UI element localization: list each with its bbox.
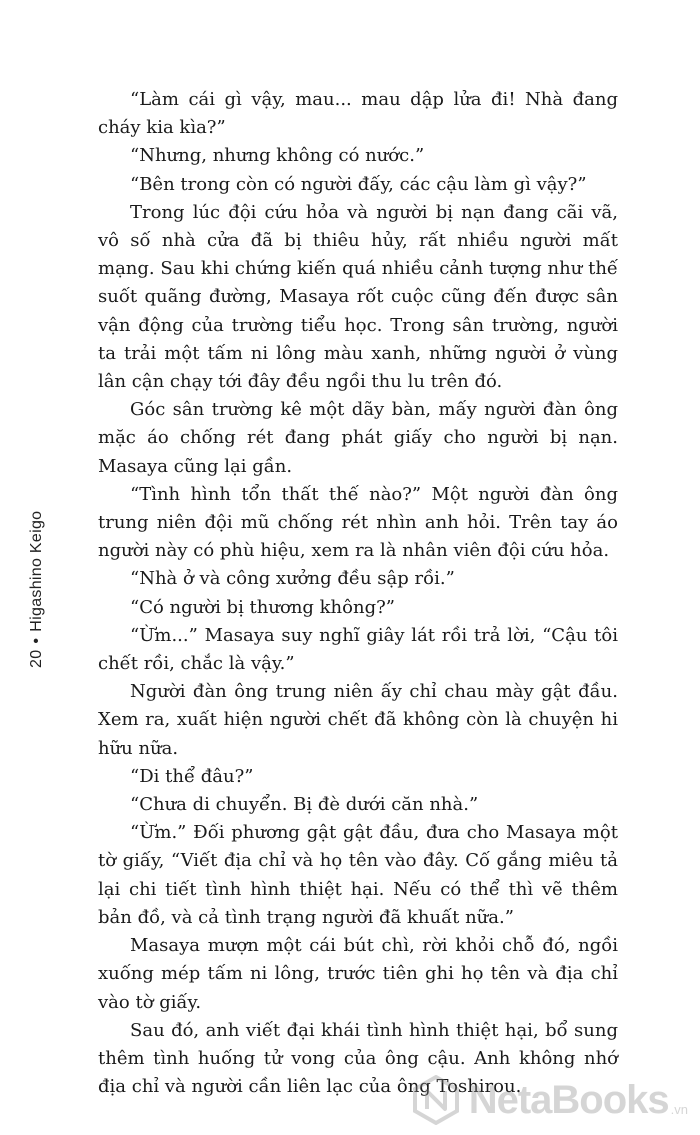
watermark-suffix: .vn	[670, 1102, 688, 1117]
paragraph: Người đàn ông trung niên ấy chỉ chau mày gật đầu. Xem ra, xuất hiện người chết đã không còn là chuyện hi hữu nữa.	[98, 681, 618, 759]
paragraph: “Ừm...” Masaya suy nghĩ giây lát rồi trả lời, “Cậu tôi chết rồi, chắc là vậy.”	[98, 624, 618, 675]
paragraph: “Chưa di chuyển. Bị đè dưới căn nhà.”	[130, 794, 479, 816]
page-number: 20	[28, 649, 45, 668]
paragraph: Trong lúc đội cứu hỏa và người bị nạn đang cãi vã, vô số nhà cửa đã bị thiêu hủy, rất nhiều người mất mạng. Sau khi chứng kiến quá nhiều cảnh tượng như thế suốt quãng đường, Masaya rốt cuộc cũng đến được sân vận động của trường tiểu học. Trong sân trường, người ta trải một tấm ni lông màu xanh, những người ở vùng lân cận chạy tới đây đều ngồi thu lu trên đó.	[98, 201, 618, 393]
paragraph: “Di thể đâu?”	[130, 765, 254, 787]
paragraph: “Làm cái gì vậy, mau... mau dập lửa đi! Nhà đang cháy kia kìa?”	[98, 89, 618, 139]
paragraph: “Tình hình tổn thất thế nào?” Một người đàn ông trung niên đội mũ chống rét nhìn anh hỏi. Trên tay áo người này có phù hiệu, xem ra là nhân viên đội cứu hỏa.	[98, 483, 618, 562]
watermark	[411, 1075, 688, 1125]
paragraph: “Nhưng, nhưng không có nước.”	[130, 145, 425, 167]
paragraph: Sau đó, anh viết đại khái tình hình thiệt hại, bổ sung thêm tình huống tử vong của ông cậu. Anh không nhớ địa chỉ và người cần liên lạc của ông Toshirou.	[98, 1019, 618, 1098]
body-text	[98, 86, 618, 1101]
running-header	[28, 511, 46, 668]
paragraph: Masaya mượn một cái bút chì, rời khỏi chỗ đó, ngồi xuống mép tấm ni lông, trước tiên ghi họ tên và địa chỉ vào tờ giấy.	[98, 935, 618, 1013]
header-separator: •	[28, 637, 45, 644]
author-name: Higashino Keigo	[28, 510, 45, 632]
paragraph: “Nhà ở và công xưởng đều sập rồi.”	[130, 568, 455, 590]
paragraph: Góc sân trường kê một dãy bàn, mấy người đàn ông mặc áo chống rét đang phát giấy cho người bị nạn. Masaya cũng lại gần.	[98, 399, 618, 477]
paragraph: “Bên trong còn có người đấy, các cậu làm gì vậy?”	[130, 173, 587, 195]
paragraph: “Ừm.” Đối phương gật gật đầu, đưa cho Masaya một tờ giấy, “Viết địa chỉ và họ tên vào đây. Cố gắng miêu tả lại chi tiết tình hình thiệt hại. Nếu có thể thì vẽ thêm bản đồ, và cả tình trạng người đã khuất nữa.”	[98, 822, 618, 928]
netabooks-logo-icon	[411, 1075, 461, 1125]
watermark-text: NetaBooks	[468, 1077, 669, 1122]
paragraph: “Có người bị thương không?”	[130, 596, 395, 618]
